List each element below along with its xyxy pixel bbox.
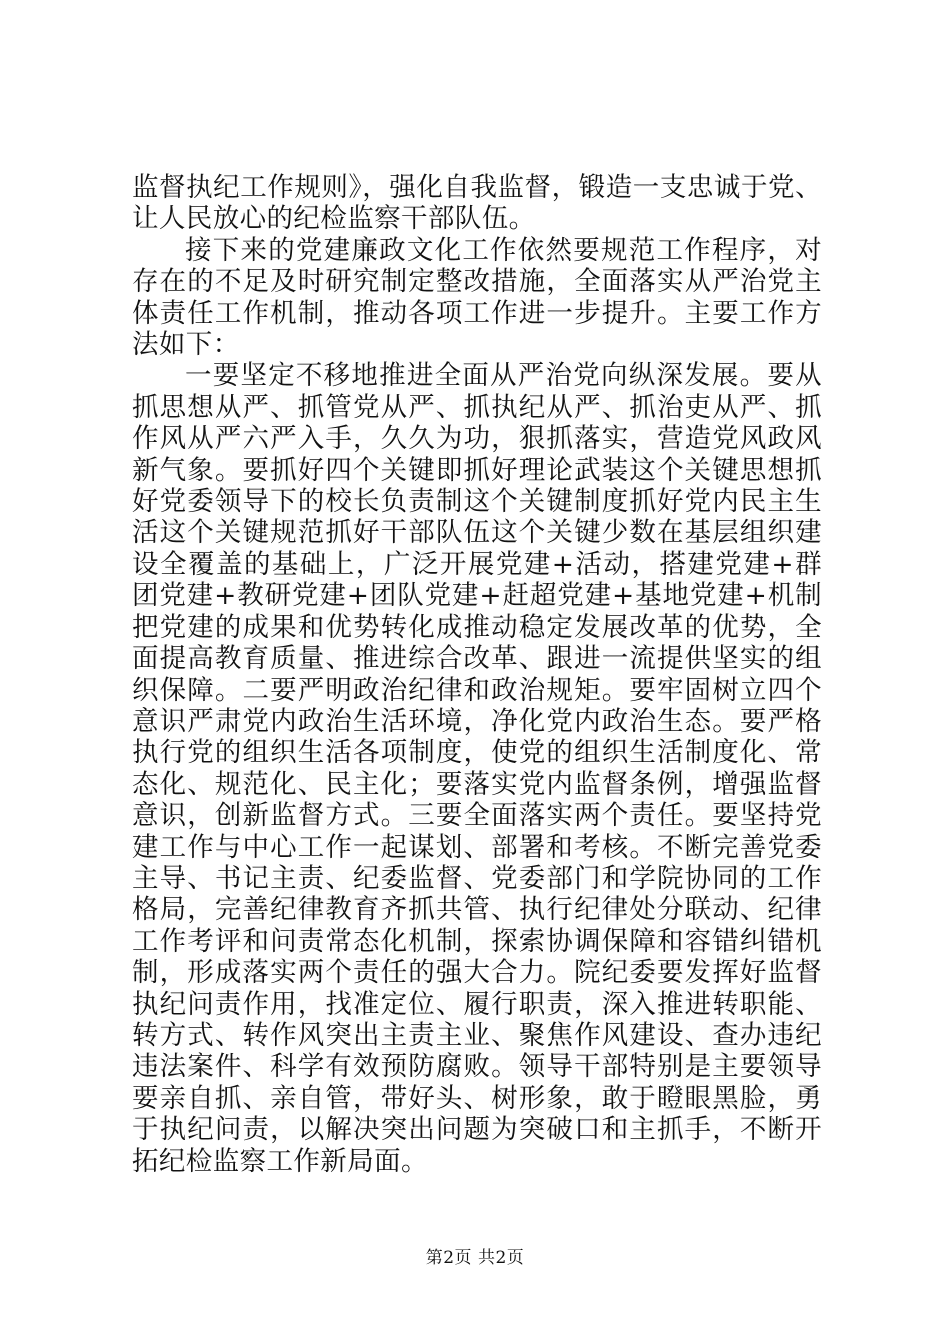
- paragraph-3: 一要坚定不移地推进全面从严治党向纵深发展。要从抓思想从严、抓管党从严、抓执纪从严、抓治吏从严、抓作风从严六严入手，久久为功，狠抓落实，营造党风政风新气象。要抓好四个关键即抓好理论武装这个关键思想抓好党委领导下的校长负责制这个关键制度抓好党内民主生活这个关键规范抓好干部队伍这个关键少数在基层组织建设全覆盖的基础上，广泛开展党建+活动，搭建党建+群团党建+教研党建+团队党建+赶超党建+基地党建+机制把党建的成果和优势转化成推动稳定发展改革的优势，全面提高教育质量、推进综合改革、跟进一流提供坚实的组织保障。二要严明政治纪律和政治规矩。要牢固树立四个意识严肃党内政治生活环境，净化党内政治生态。要严格执行党的组织生活各项制度，使党的组织生活制度化、常态化、规范化、民主化；要落实党内监督条例，增强监督意识，创新监督方式。三要全面落实两个责任。要坚持党建工作与中心工作一起谋划、部署和考核。不断完善党委主导、书记主责、纪委监督、党委部门和学院协同的工作格局，完善纪律教育齐抓共管、执行纪律处分联动、纪律工作考评和问责常态化机制，探索协调保障和容错纠错机制，形成落实两个责任的强大合力。院纪委要发挥好监督执纪问责作用，找准定位、履行职责，深入推进转职能、转方式、转作风突出主责主业、聚焦作风建设、查办违纪违法案件、科学有效预防腐败。领导干部特别是主要领导要亲自抓、亲自管，带好头、树形象，敢于瞪眼黑脸，勇于执纪问责，以解决突出问题为突破口和主抓手，不断开拓纪检监察工作新局面。: [132, 360, 822, 1177]
- page-number-label: 第2页 共2页: [425, 1248, 525, 1268]
- paragraph-1: 监督执纪工作规则》，强化自我监督，锻造一支忠诚于党、让人民放心的纪检监察干部队伍。: [132, 172, 822, 235]
- page-footer: [0, 1243, 950, 1268]
- paragraph-2: 接下来的党建廉政文化工作依然要规范工作程序，对存在的不足及时研究制定整改措施，全面落实从严治党主体责任工作机制，推动各项工作进一步提升。主要工作方法如下：: [132, 234, 822, 361]
- document-body: [132, 172, 822, 1177]
